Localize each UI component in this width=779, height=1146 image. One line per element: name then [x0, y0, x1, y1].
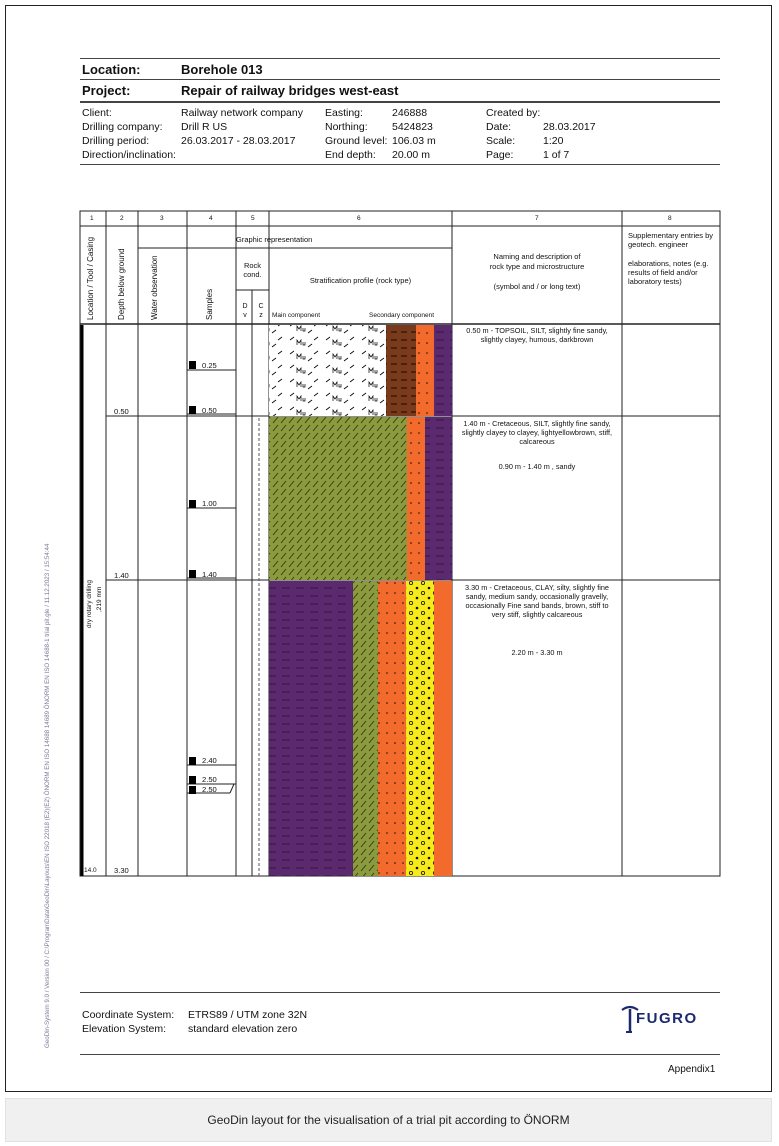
elev-label: Elevation System:: [82, 1023, 167, 1035]
layer-description: 3.30 m - Cretaceous, CLAY, silty, slightly fine sandy, medium sandy, occasionally gravelly, occasionally Fine sand bands, brown, stiff to very stiff, slightly calcareous: [465, 583, 609, 619]
ground-level-value: 106.03 m: [392, 135, 436, 147]
col-number: 8: [668, 215, 672, 222]
project-label: Project:: [82, 83, 131, 98]
water-header: Water observation: [150, 255, 159, 320]
date-value: 28.03.2017: [543, 121, 596, 133]
image-caption: GeoDin layout for the visualisation of a trial pit according to ÖNORM: [5, 1098, 772, 1142]
naming-line: Naming and description of: [493, 252, 581, 261]
sample-depth: 2.50: [202, 785, 217, 794]
sample-marker: [189, 406, 196, 414]
page-value: 1 of 7: [543, 149, 570, 161]
col-number: 2: [120, 215, 124, 222]
naming-header: [452, 252, 622, 292]
company-label: Drilling company:: [82, 121, 163, 133]
easting-label: Easting:: [325, 107, 363, 119]
layer-description: 0.50 m - TOPSOIL, SILT, slightly fine sandy, slightly clayey, humous, darkbrown: [466, 326, 608, 344]
layer-description: 1.40 m - Cretaceous, SILT, slightly fine sandy, slightly clayey to clayey, lightyellowbrown, stiff, calcareous: [461, 419, 613, 446]
supp-text: Supplementary entries by geotech. engineer: [628, 231, 714, 250]
northing-value: 5424823: [392, 121, 433, 133]
date-label: Date:: [486, 121, 512, 133]
col-number: 6: [357, 215, 361, 222]
sample-marker: [189, 786, 196, 794]
project-value: Repair of railway bridges west-east: [181, 83, 399, 98]
end-depth-value: 20.00 m: [392, 149, 430, 161]
sample-depth: 0.50: [202, 406, 217, 415]
rock-cond-header: Rock cond.: [243, 261, 262, 279]
fugro-wordmark: FUGRO: [636, 1010, 698, 1027]
col-number: 4: [209, 215, 213, 222]
drilling-tool: dry rotary drilling: [86, 579, 93, 628]
graphic-representation-header: Graphic representation: [236, 235, 313, 244]
appendix-label: Appendix1: [668, 1064, 716, 1075]
naming-line: rock type and microstructure: [489, 262, 585, 271]
sample-depth: 2.50: [202, 775, 217, 784]
footer-values: [188, 1008, 307, 1036]
sample-marker: [189, 361, 196, 369]
depth-value: 3.30: [114, 866, 129, 875]
dv-header: D v: [242, 303, 248, 319]
naming-line: (symbol and / or long text): [493, 282, 581, 291]
client-value: Railway network company: [181, 107, 303, 119]
supplementary-header: [628, 231, 716, 286]
sample-depth: 0.25: [202, 361, 217, 370]
bottom-value: 14.0: [84, 867, 97, 874]
location-label: Location:: [82, 62, 141, 77]
easting-value: 246888: [392, 107, 428, 119]
sample-marker: [189, 500, 196, 508]
period-value: 26.03.2017 - 28.03.2017: [181, 135, 296, 147]
coord-label: Coordinate System:: [82, 1009, 175, 1021]
samples-header: Samples: [205, 288, 214, 320]
supp-text: elaborations, notes (e.g. results of field and/or laboratory tests): [628, 258, 709, 287]
footer-labels: [82, 1008, 174, 1036]
depth-header: Depth below ground: [117, 248, 126, 320]
sample-marker: [189, 757, 196, 765]
created-label: Created by:: [486, 107, 541, 119]
cz-header: C z: [258, 303, 264, 319]
col-number: 7: [535, 215, 539, 222]
col-number: 3: [160, 215, 164, 222]
depth-value: 0.50: [114, 407, 129, 416]
client-label: Client:: [82, 107, 112, 119]
sample-marker: [189, 570, 196, 578]
location-tool-header: Location / Tool / Casing: [86, 236, 95, 320]
sample-marker: [189, 776, 196, 784]
direction-label: Direction/inclination:: [82, 149, 176, 161]
casing-diameter: ,219 mm: [96, 586, 103, 612]
company-value: Drill R US: [181, 121, 228, 133]
period-label: Drilling period:: [82, 135, 150, 147]
col-number: 5: [251, 215, 255, 222]
rule: [80, 1054, 720, 1055]
elev-value: standard elevation zero: [188, 1023, 298, 1035]
scale-value: 1:20: [543, 135, 564, 147]
strat-profile-header: Stratification profile (rock type): [309, 276, 412, 285]
secondary-component-header: Secondary component: [369, 312, 435, 319]
sample-depth: 1.00: [202, 499, 217, 508]
coord-value: ETRS89 / UTM zone 32N: [188, 1009, 308, 1021]
sample-depth: 2.40: [202, 756, 217, 765]
fugro-logo: [620, 1004, 715, 1034]
main-component-header: Main component: [272, 312, 321, 319]
ground-level-label: Ground level:: [325, 135, 388, 147]
col-number: 1: [90, 215, 94, 222]
sample-depth: 1.40: [202, 570, 217, 579]
depth-value: 1.40: [114, 571, 129, 580]
end-depth-label: End depth:: [325, 149, 376, 161]
layer-note: 0.90 m - 1.40 m , sandy: [498, 462, 576, 471]
northing-label: Northing:: [325, 121, 368, 133]
layout-path-note: GeoDin-System 9.0 / Version 00 / C:\ProgramData\GeoDin\Layouts\EN ISO 22018 (E2)(E2) ÖNORM EN ISO 14688 14689 ÖNORM EN ISO 14688-1 trial pit.gle / 11.12.2023 / 15:54:44: [44, 543, 51, 1048]
rule: [80, 992, 720, 993]
scale-label: Scale:: [486, 135, 516, 147]
layer-note: 2.20 m - 3.30 m: [511, 648, 563, 657]
page-label: Page:: [486, 149, 514, 161]
location-value: Borehole 013: [181, 62, 263, 77]
